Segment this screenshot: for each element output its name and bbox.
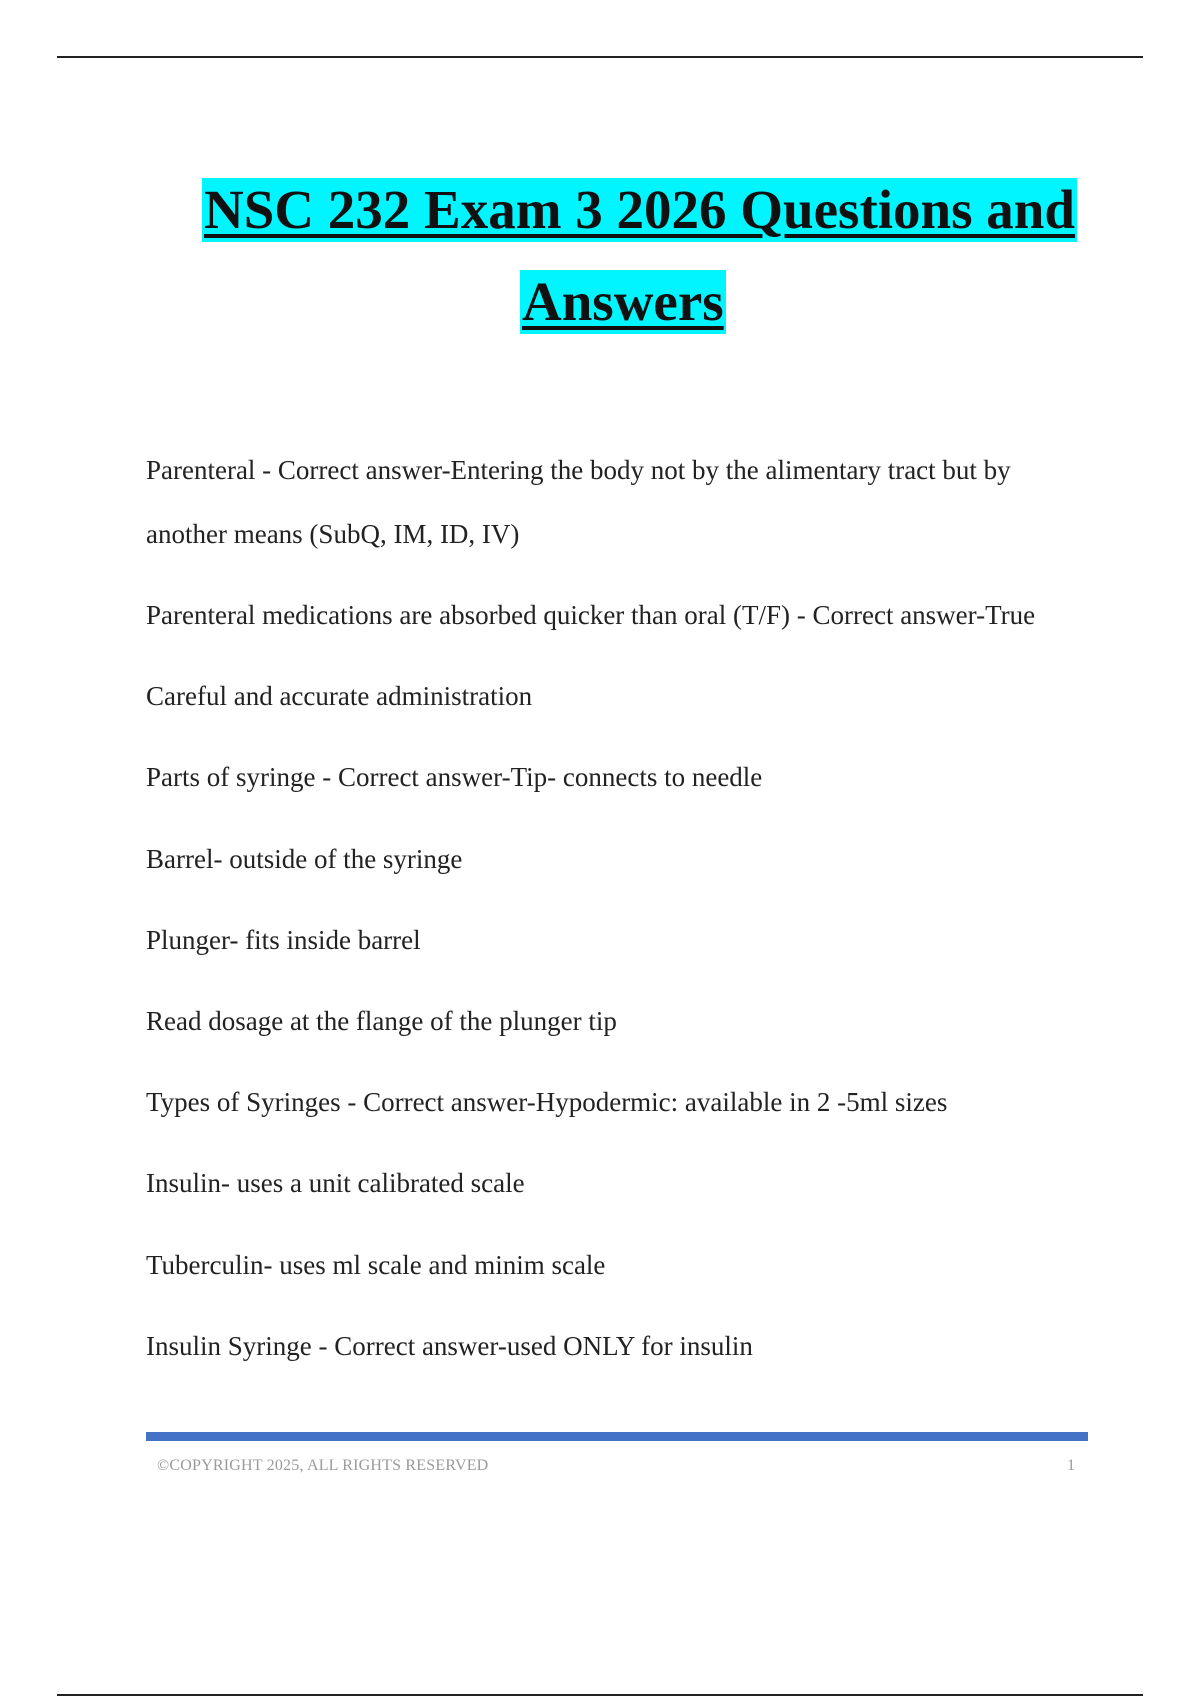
bottom-rule: [57, 1694, 1143, 1696]
paragraph: Careful and accurate administration: [146, 681, 533, 711]
paragraph: Types of Syringes - Correct answer-Hypodermic: available in 2 -5ml sizes: [146, 1087, 948, 1117]
page-number: 1: [1067, 1457, 1075, 1474]
paragraph: Barrel- outside of the syringe: [146, 844, 463, 874]
top-rule: [57, 56, 1143, 58]
paragraph: Insulin- uses a unit calibrated scale: [146, 1168, 525, 1198]
title-line-1: NSC 232 Exam 3 2026 Questions and: [204, 179, 1075, 240]
paragraph: Parenteral medications are absorbed quicker than oral (T/F) - Correct answer-True: [146, 600, 1036, 630]
paragraph: Tuberculin- uses ml scale and minim scale: [146, 1250, 606, 1280]
copyright-notice: ©COPYRIGHT 2025, ALL RIGHTS RESERVED: [157, 1457, 489, 1474]
footer-divider: [146, 1432, 1088, 1441]
paragraph: Read dosage at the flange of the plunger tip: [146, 1006, 617, 1036]
title-line-2: Answers: [522, 271, 724, 332]
paragraph: another means (SubQ, IM, ID, IV): [146, 519, 520, 549]
paragraph: Parts of syringe - Correct answer-Tip- connects to needle: [146, 762, 763, 792]
paragraph: Insulin Syringe - Correct answer-used ONLY for insulin: [146, 1331, 753, 1361]
paragraph: Plunger- fits inside barrel: [146, 925, 421, 955]
paragraph: Parenteral - Correct answer-Entering the body not by the alimentary tract but by: [146, 455, 1011, 485]
